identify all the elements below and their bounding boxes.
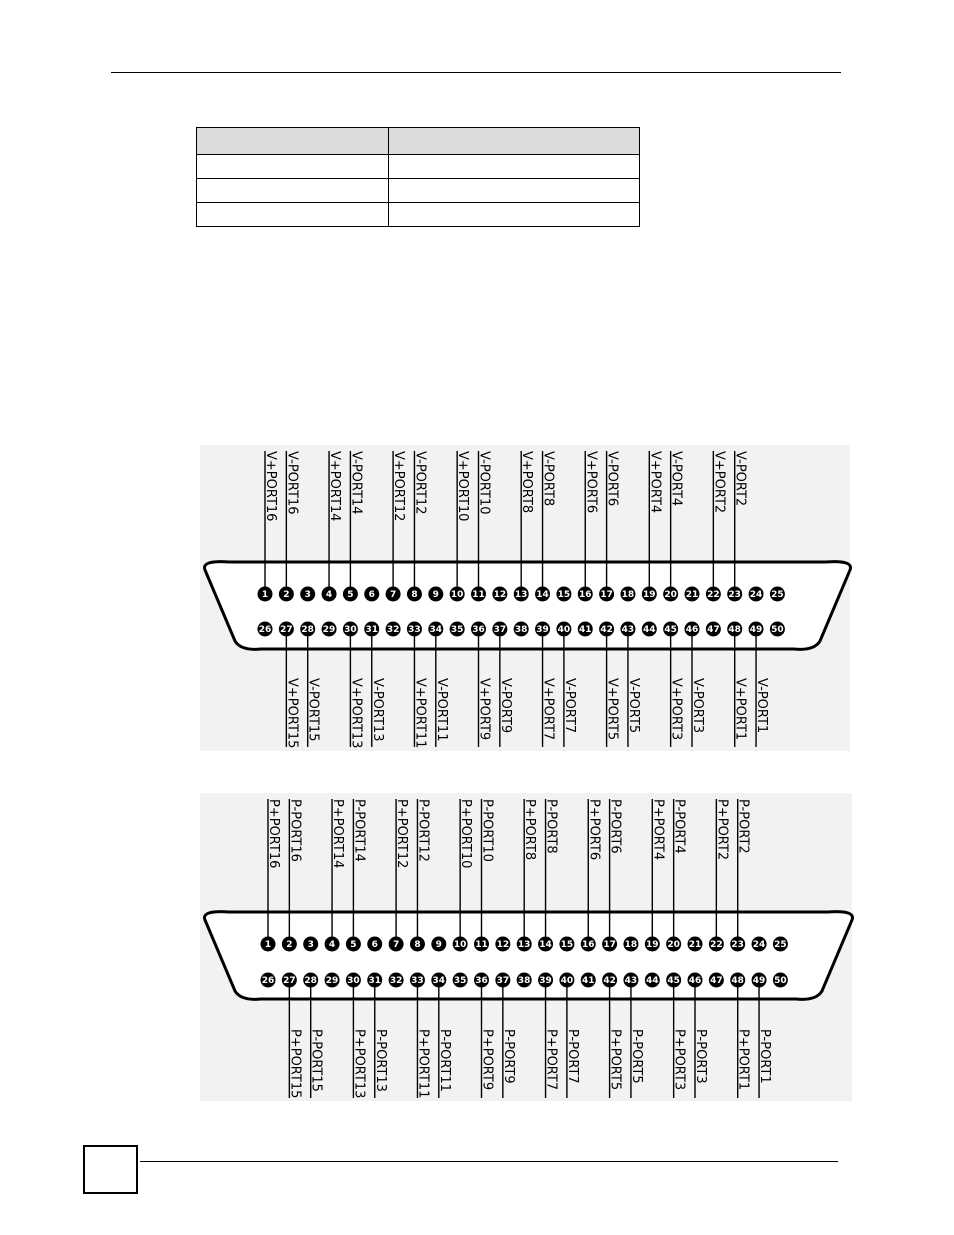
table-header-row — [197, 128, 640, 155]
phone-connector-diagram — [0, 793, 954, 1105]
signal-label: V+PORT3 — [668, 678, 684, 741]
pin-number: 37 — [493, 625, 507, 636]
pin-number: 49 — [749, 625, 763, 636]
pin-number: 48 — [731, 976, 744, 987]
pin-number: 9 — [435, 940, 442, 951]
signal-label: P+PORT7 — [543, 1029, 559, 1091]
pin-number: 39 — [536, 625, 549, 636]
pin-number: 10 — [453, 940, 467, 951]
pin-number: 20 — [667, 940, 680, 951]
pin-number: 38 — [514, 625, 528, 636]
pin-number: 47 — [707, 625, 720, 636]
signal-label: P-PORT4 — [671, 799, 687, 854]
connector-shell — [205, 562, 851, 650]
signal-label: V+PORT15 — [284, 678, 300, 749]
signal-label: V+PORT13 — [348, 678, 364, 749]
signal-label: V+PORT8 — [519, 451, 535, 514]
pin-number: 50 — [771, 625, 784, 636]
signal-label: V+PORT4 — [647, 451, 663, 514]
pin-number: 37 — [496, 976, 510, 987]
signal-label: V-PORT12 — [412, 451, 428, 515]
table-cell — [197, 179, 389, 203]
pin-number: 4 — [325, 590, 333, 601]
pin-number: 36 — [475, 976, 488, 987]
pin-number: 1 — [261, 590, 269, 601]
signal-label: V-PORT2 — [732, 451, 748, 507]
pin-number: 11 — [472, 590, 485, 601]
signal-label: V-PORT5 — [625, 678, 641, 734]
signal-label: P+PORT12 — [394, 799, 410, 869]
pin-number: 25 — [771, 590, 784, 601]
signal-label: P-PORT13 — [372, 1029, 388, 1092]
pin-number: 10 — [450, 590, 464, 601]
signal-label: V-PORT7 — [561, 678, 577, 734]
table-cell — [389, 155, 640, 179]
pin-number: 15 — [560, 940, 574, 951]
signal-label: P-PORT9 — [500, 1029, 516, 1084]
pin-number: 21 — [688, 940, 702, 951]
pin-number: 22 — [710, 940, 723, 951]
pin-number: 33 — [408, 625, 421, 636]
signal-label: P+PORT8 — [522, 799, 538, 861]
pin-number: 26 — [258, 625, 272, 636]
signal-label: V-PORT6 — [604, 451, 620, 507]
signal-label: P+PORT13 — [351, 1029, 367, 1099]
pin-number: 49 — [752, 976, 766, 987]
signal-label: V+PORT1 — [732, 678, 748, 741]
pin-number: 6 — [371, 940, 378, 951]
pin-number: 44 — [643, 625, 656, 636]
pin-number: 28 — [301, 625, 314, 636]
voltage-connector-diagram — [0, 445, 954, 755]
signal-label: P-PORT10 — [479, 799, 495, 862]
pin-number: 8 — [414, 940, 421, 951]
footer-rule — [140, 1161, 838, 1162]
pin-number: 1 — [264, 940, 272, 951]
pin-number: 13 — [514, 590, 528, 601]
pin-number: 26 — [261, 976, 275, 987]
pin-number: 34 — [429, 625, 443, 636]
pin-number: 33 — [411, 976, 424, 987]
signal-label: V+PORT11 — [412, 678, 428, 749]
pin-number: 45 — [667, 976, 680, 987]
pin-number: 45 — [664, 625, 677, 636]
pin-number: 23 — [728, 590, 741, 601]
signal-label: V-PORT8 — [540, 451, 556, 507]
pin-number: 30 — [344, 625, 357, 636]
pin-number: 7 — [392, 940, 400, 951]
pin-number: 44 — [646, 976, 659, 987]
pin-number: 5 — [347, 590, 354, 601]
pin-number: 12 — [493, 590, 507, 601]
pin-number: 41 — [581, 976, 595, 987]
pin-number: 32 — [389, 976, 403, 987]
signal-label: V-PORT3 — [690, 678, 705, 734]
signal-label: P+PORT2 — [714, 799, 730, 861]
pin-number: 14 — [539, 940, 552, 951]
pin-number: 32 — [386, 625, 400, 636]
pin-number: 18 — [624, 940, 638, 951]
pin-number: 18 — [621, 590, 635, 601]
signal-label: V-PORT13 — [369, 678, 385, 742]
pin-number: 42 — [603, 976, 616, 987]
signal-label: P-PORT2 — [735, 799, 751, 854]
signal-label: V+PORT6 — [583, 451, 599, 514]
header-rule — [111, 72, 841, 73]
signal-label: P+PORT5 — [607, 1029, 623, 1091]
pin-number: 42 — [600, 625, 613, 636]
signal-label: P+PORT4 — [650, 799, 666, 861]
pin-number: 39 — [539, 976, 552, 987]
signal-label: V+PORT2 — [711, 451, 727, 514]
pin-number: 13 — [517, 940, 531, 951]
signal-label: P-PORT14 — [351, 799, 367, 862]
page-number-box — [83, 1145, 138, 1194]
spec-table — [196, 127, 640, 227]
pin-number: 4 — [328, 940, 336, 951]
signal-label: P-PORT16 — [287, 799, 303, 862]
pin-number: 35 — [450, 625, 464, 636]
pin-number: 16 — [578, 590, 592, 601]
pin-number: 8 — [411, 590, 418, 601]
signal-label: P-PORT15 — [308, 1029, 324, 1092]
signal-label: V-PORT10 — [476, 451, 492, 515]
pin-number: 29 — [325, 976, 339, 987]
pin-number: 15 — [557, 590, 571, 601]
table-cell — [197, 155, 389, 179]
table-cell — [197, 128, 389, 155]
signal-label: P+PORT11 — [415, 1029, 431, 1099]
pin-number: 27 — [280, 625, 293, 636]
signal-label: P+PORT10 — [458, 799, 474, 869]
pin-number: 3 — [307, 940, 314, 951]
signal-label: V+PORT16 — [263, 451, 278, 522]
pin-number: 28 — [304, 976, 317, 987]
pin-number: 19 — [646, 940, 659, 951]
signal-label: P+PORT15 — [287, 1029, 303, 1099]
signal-label: P-PORT5 — [628, 1029, 644, 1084]
pin-number: 3 — [304, 590, 311, 601]
pin-number: 16 — [581, 940, 595, 951]
pin-number: 46 — [688, 976, 702, 987]
signal-label: V-PORT11 — [433, 678, 449, 742]
signal-label: P-PORT1 — [757, 1029, 773, 1084]
pin-number: 46 — [685, 625, 699, 636]
pin-number: 6 — [368, 590, 375, 601]
signal-label: V+PORT12 — [391, 451, 407, 522]
pin-number: 50 — [774, 976, 787, 987]
signal-label: P-PORT3 — [693, 1029, 708, 1084]
signal-label: V+PORT5 — [604, 678, 620, 741]
pin-number: 31 — [365, 625, 379, 636]
signal-label: P+PORT16 — [266, 799, 281, 869]
signal-label: V-PORT15 — [305, 678, 321, 742]
table-cell — [389, 203, 640, 227]
table-cell — [197, 203, 389, 227]
pin-number: 40 — [560, 976, 574, 987]
signal-label: P+PORT14 — [330, 799, 346, 869]
pin-number: 38 — [517, 976, 531, 987]
pin-number: 47 — [710, 976, 723, 987]
pin-number: 48 — [728, 625, 741, 636]
signal-label: P-PORT12 — [415, 799, 431, 862]
signal-label: P-PORT11 — [436, 1029, 452, 1092]
pin-number: 27 — [283, 976, 296, 987]
pin-number: 22 — [707, 590, 720, 601]
signal-label: P-PORT6 — [607, 799, 623, 854]
pin-number: 43 — [624, 976, 638, 987]
pin-number: 14 — [536, 590, 549, 601]
signal-label: V-PORT9 — [497, 678, 513, 734]
signal-label: V-PORT14 — [348, 451, 364, 515]
pin-number: 34 — [432, 976, 446, 987]
table-cell — [389, 179, 640, 203]
pin-number: 30 — [347, 976, 360, 987]
signal-label: V+PORT10 — [455, 451, 471, 522]
pin-number: 7 — [389, 590, 397, 601]
signal-label: P-PORT7 — [564, 1029, 580, 1084]
signal-label: V+PORT9 — [476, 678, 492, 741]
signal-label: V-PORT4 — [668, 451, 684, 507]
pin-number: 43 — [621, 625, 635, 636]
pin-number: 5 — [350, 940, 357, 951]
pin-number: 9 — [432, 590, 439, 601]
table-row — [197, 179, 640, 203]
pin-number: 40 — [557, 625, 571, 636]
signal-label: V+PORT7 — [540, 678, 556, 741]
signal-label: P+PORT6 — [586, 799, 602, 861]
pin-number: 2 — [283, 590, 290, 601]
pin-number: 31 — [368, 976, 382, 987]
pin-number: 19 — [643, 590, 656, 601]
pin-number: 21 — [685, 590, 699, 601]
signal-label: V-PORT16 — [284, 451, 300, 515]
pin-number: 24 — [749, 590, 763, 601]
signal-label: P+PORT1 — [735, 1029, 751, 1091]
signal-label: V+PORT14 — [327, 451, 343, 522]
pin-number: 41 — [578, 625, 592, 636]
signal-label: P-PORT8 — [543, 799, 559, 854]
pin-number: 11 — [475, 940, 488, 951]
table-cell — [389, 128, 640, 155]
table-row — [197, 203, 640, 227]
pin-number: 35 — [453, 976, 467, 987]
signal-label: P+PORT3 — [671, 1029, 687, 1091]
pin-number: 17 — [603, 940, 616, 951]
pin-number: 29 — [322, 625, 336, 636]
signal-label: V-PORT1 — [754, 678, 770, 734]
pin-number: 36 — [472, 625, 485, 636]
signal-label: P+PORT9 — [479, 1029, 495, 1091]
pin-number: 25 — [774, 940, 787, 951]
pin-number: 12 — [496, 940, 510, 951]
pin-number: 20 — [664, 590, 677, 601]
table-row — [197, 155, 640, 179]
pin-number: 23 — [731, 940, 744, 951]
pin-number: 2 — [286, 940, 293, 951]
pin-number: 24 — [752, 940, 766, 951]
pin-number: 17 — [600, 590, 613, 601]
